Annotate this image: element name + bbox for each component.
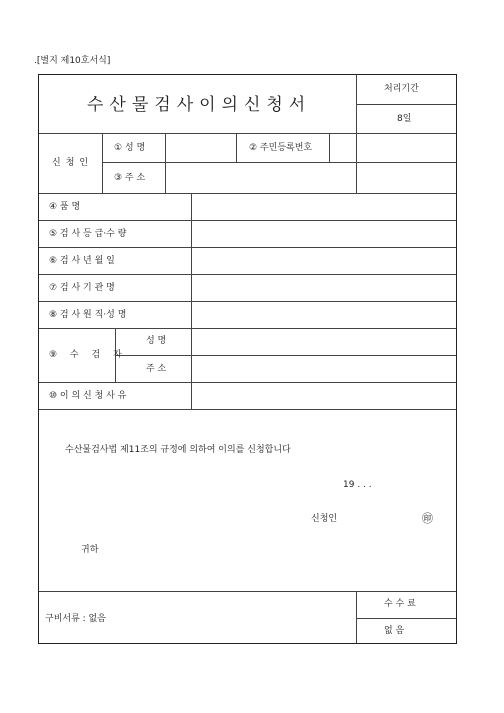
fee-label: 수 수 료 xyxy=(384,599,416,609)
inspection-agency-label: ⑦ 검 사 기 관 명 xyxy=(49,283,115,293)
line-applicant-bottom xyxy=(39,193,456,194)
processing-period-label: 처리기간 xyxy=(384,84,419,94)
addressee-label: 귀하 xyxy=(81,545,99,555)
fee-value: 없 음 xyxy=(384,626,405,636)
line-applicant-mid xyxy=(102,162,456,163)
inspectee-name-label: 성 명 xyxy=(146,336,167,346)
processing-period-value: 8일 xyxy=(397,114,412,124)
line-rrn-left xyxy=(236,133,237,162)
statement-text: 수산물검사법 제11조의 규정에 의하여 이의를 신청합니다 xyxy=(65,445,291,455)
line-rows-label xyxy=(191,193,192,409)
line-inspectee-mid xyxy=(115,355,456,356)
application-form xyxy=(38,74,457,644)
line-row5-bottom xyxy=(39,247,456,248)
grade-quantity-label: ⑤ 검 사 등 급·수 량 xyxy=(49,229,127,239)
signer-label: 신청인 xyxy=(311,514,338,524)
objection-reason-label: ⑩ 이 의 신 청 사 유 xyxy=(49,391,127,401)
applicant-name-label: ① 성 명 xyxy=(114,143,146,153)
applicant-address-label: ③ 주 소 xyxy=(114,173,146,183)
inspectee-address-label: 주 소 xyxy=(146,364,167,374)
line-period-left xyxy=(356,75,357,193)
line-period-mid xyxy=(356,104,456,105)
line-row4-bottom xyxy=(39,220,456,221)
line-body-bottom xyxy=(39,591,456,592)
line-row6-bottom xyxy=(39,274,456,275)
applicant-label: 신청인 xyxy=(52,158,94,168)
inspector-label: ⑧ 검 사 원 직·성 명 xyxy=(49,310,127,320)
form-title: 수산물검사이의신청서 xyxy=(87,95,312,115)
attachments-label: 구비서류 : 없음 xyxy=(45,614,106,624)
line-fee-left xyxy=(356,591,357,643)
line-title-bottom xyxy=(39,133,356,134)
item-name-label: ④ 품 명 xyxy=(49,202,81,212)
line-row8-bottom xyxy=(39,328,456,329)
applicant-rrn-label: ② 주민등록번호 xyxy=(249,143,313,153)
line-applicant-field xyxy=(165,133,166,193)
line-fee-mid xyxy=(356,618,456,619)
seal-icon: ㊞ xyxy=(422,512,433,525)
line-period-bottom xyxy=(356,133,456,134)
inspectee-label: ⑨ 수 검 자 xyxy=(49,350,127,360)
form-number-label: .[별지 제10호서식] xyxy=(34,56,111,66)
line-inspectee-bottom xyxy=(39,382,456,383)
line-reason-bottom xyxy=(39,409,456,410)
line-rrn-right xyxy=(329,133,330,162)
inspection-date-label: ⑥ 검 사 년 월 일 xyxy=(49,256,115,266)
date-line: 19 . . . xyxy=(343,480,372,490)
line-row7-bottom xyxy=(39,301,456,302)
line-applicant-label xyxy=(102,133,103,193)
